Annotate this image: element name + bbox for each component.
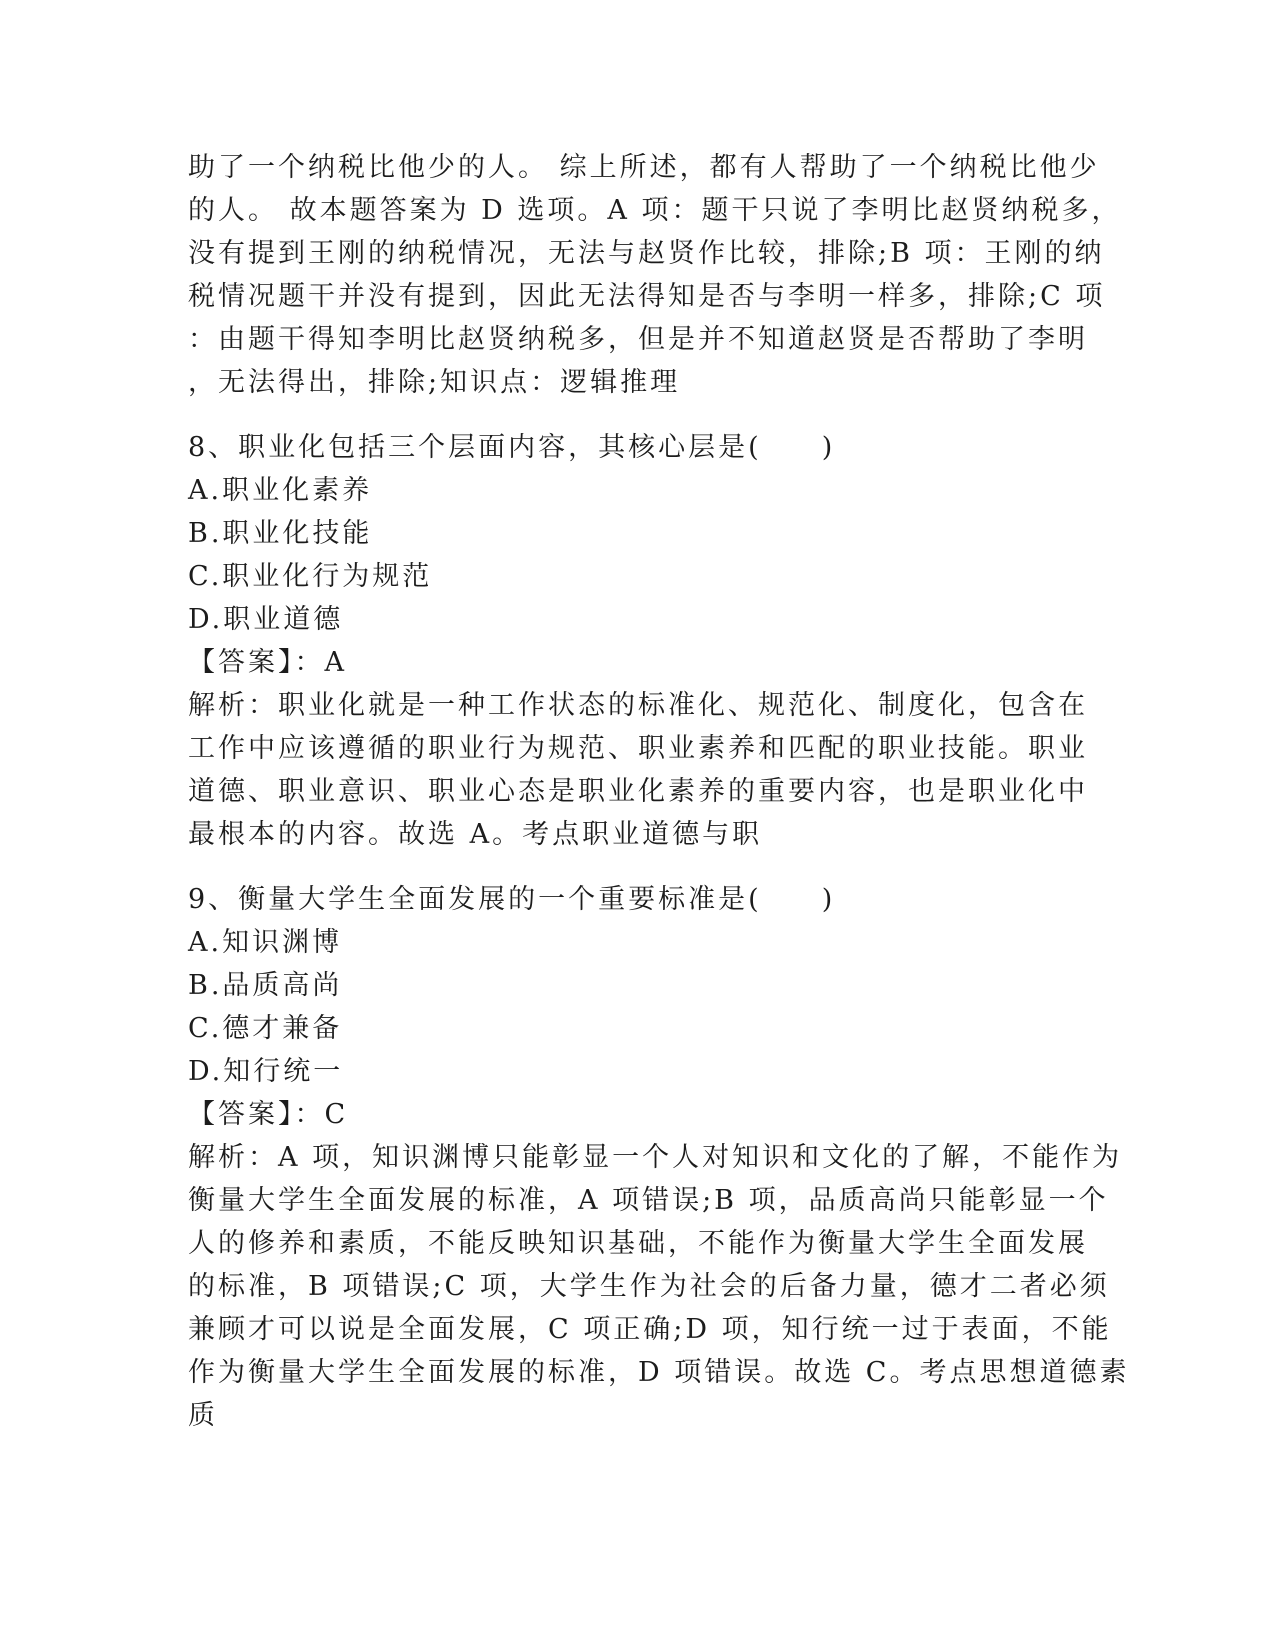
option-d: D.知行统一 (188, 1056, 344, 1087)
spacer (188, 404, 1088, 426)
analysis-line: 解析：A 项，知识渊博只能彰显一个人对知识和文化的了解，不能作为 (188, 1142, 1123, 1173)
option-c: C.职业化行为规范 (188, 561, 433, 592)
analysis-line: ：由题干得知李明比赵贤纳税多，但是并不知道赵贤是否帮助了李明 (188, 324, 1088, 355)
analysis-line: 的标准，B 项错误;C 项，大学生作为社会的后备力量，德才二者必须 (188, 1271, 1110, 1302)
analysis-line: 解析：职业化就是一种工作状态的标准化、规范化、制度化，包含在 (188, 690, 1088, 721)
question-stem: 9、衡量大学生全面发展的一个重要标准是( ) (188, 884, 836, 915)
page-content (188, 146, 1130, 1437)
option-a: A.知识渊博 (188, 927, 343, 958)
question-9 (188, 878, 1130, 1437)
analysis-line: 的人。 故本题答案为 D 选项。A 项：题干只说了李明比赵贤纳税多， (188, 195, 1122, 226)
analysis-line: 衡量大学生全面发展的标准，A 项错误;B 项，品质高尚只能彰显一个 (188, 1185, 1109, 1216)
analysis-line: 人的修养和素质，不能反映知识基础，不能作为衡量大学生全面发展 (188, 1228, 1088, 1259)
analysis-line: 最根本的内容。故选 A。考点职业道德与职 (188, 819, 763, 850)
analysis-line: 助了一个纳税比他少的人。 综上所述，都有人帮助了一个纳税比他少 (188, 152, 1100, 183)
question-stem: 8、职业化包括三个层面内容，其核心层是( ) (188, 432, 836, 463)
analysis-line: 作为衡量大学生全面发展的标准，D 项错误。故选 C。考点思想道德素 (188, 1357, 1130, 1388)
option-b: B.品质高尚 (188, 970, 343, 1001)
answer-label: 【答案】：C (188, 1099, 349, 1130)
spacer (188, 856, 1088, 878)
question-8 (188, 426, 1088, 856)
analysis-line: 没有提到王刚的纳税情况，无法与赵贤作比较，排除;B 项：王刚的纳 (188, 238, 1105, 269)
option-b: B.职业化技能 (188, 518, 373, 549)
option-a: A.职业化素养 (188, 475, 373, 506)
option-c: C.德才兼备 (188, 1013, 343, 1044)
previous-answer-analysis (188, 146, 1122, 404)
option-d: D.职业道德 (188, 604, 344, 635)
analysis-line: ，无法得出，排除;知识点：逻辑推理 (188, 367, 681, 398)
analysis-line: 税情况题干并没有提到，因此无法得知是否与李明一样多，排除;C 项 (188, 281, 1106, 312)
analysis-line: 道德、职业意识、职业心态是职业化素养的重要内容，也是职业化中 (188, 776, 1088, 807)
answer-label: 【答案】：A (188, 647, 347, 678)
analysis-line: 工作中应该遵循的职业行为规范、职业素养和匹配的职业技能。职业 (188, 733, 1088, 764)
analysis-line: 质 (188, 1400, 218, 1431)
analysis-line: 兼顾才可以说是全面发展，C 项正确;D 项，知行统一过于表面，不能 (188, 1314, 1112, 1345)
